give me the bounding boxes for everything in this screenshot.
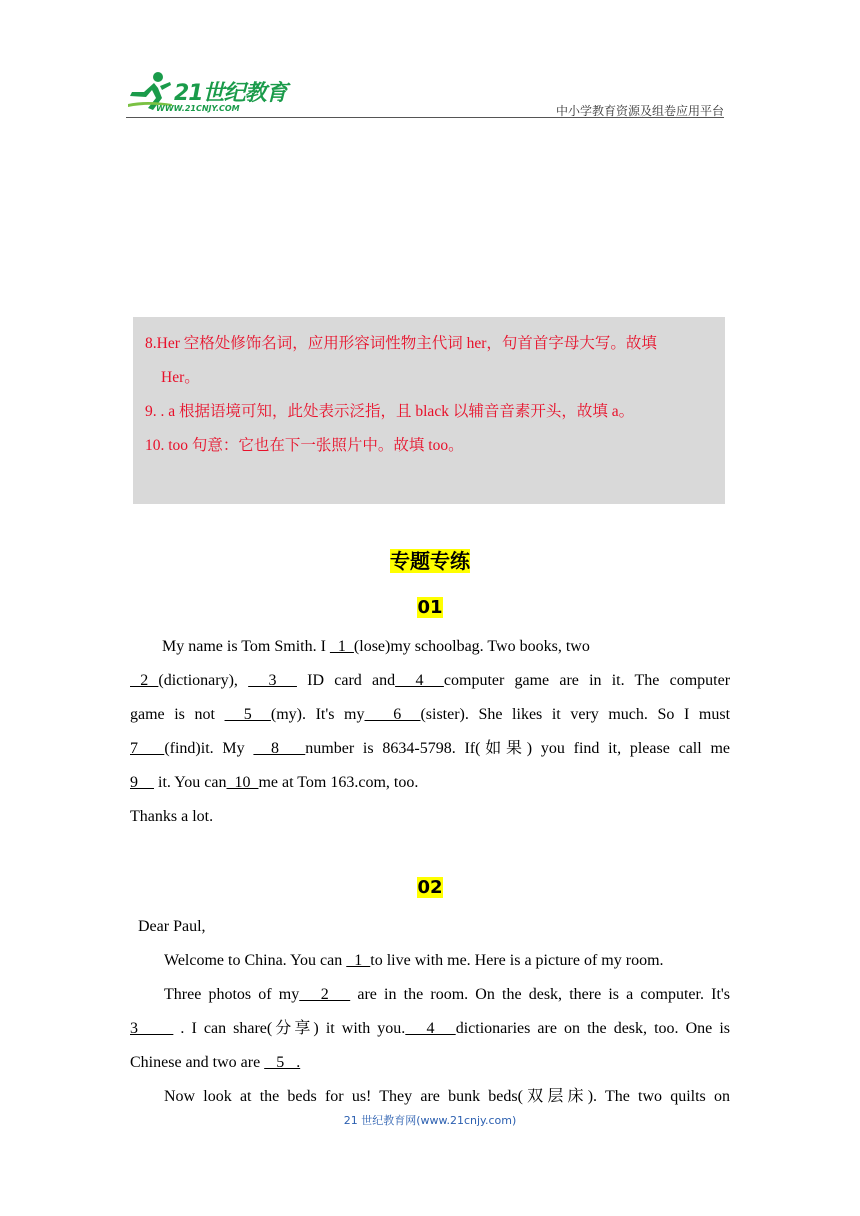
blank-8: 8 [253, 740, 306, 757]
blank-4: 4 [395, 672, 444, 689]
p2-blank-1: 1 [346, 952, 371, 969]
passage-2-line-1: Welcome to China. You can 1 to live with me. Here is a picture of my room. [164, 952, 664, 969]
blank-7: 7 [130, 740, 165, 757]
p2-blank-5: 5 . [264, 1054, 301, 1071]
passage-2-line-4: Chinese and two are 5 . [130, 1054, 301, 1071]
passage-2 [130, 910, 730, 1114]
header-divider [126, 117, 724, 118]
blank-6: 6 [364, 706, 421, 723]
blank-1: 1 [329, 638, 354, 655]
logo-text: 21世纪教育 [174, 81, 287, 106]
answer-9: 9. . a 根据语境可知，此处表示泛指，且 black 以辅音音素开头，故填 a。 [145, 403, 635, 420]
answer-8-line1: 8.Her 空格处修饰名词，应用形容词性物主代词 her，句首首字母大写。故填 [145, 335, 657, 352]
passage-2-line-5: Now look at the beds for us! They are bunk beds(双层床). The two quilts on [164, 1088, 730, 1105]
blank-5: 5 [224, 706, 271, 723]
passage-1-line-4: 7 (find)it. My 8 number is 8634-5798. If(如果) you find it, please call me [130, 740, 731, 757]
answer-8-line2: Her。 [161, 369, 200, 386]
section-title-text: 专题专练 [390, 549, 470, 573]
exercise-number-02-text: 02 [417, 877, 443, 898]
passage-2-greeting: Dear Paul, [138, 918, 206, 935]
p2-blank-3: 3 [130, 1020, 174, 1037]
blank-9: 9 [130, 774, 154, 791]
passage-1-line-3: game is not 5 (my). It's my 6 (sister). She likes it very much. So I must [130, 706, 731, 723]
answer-10: 10. too 句意：它也在下一张照片中。故填 too。 [145, 437, 464, 454]
passage-2-line-3: 3 . I can share(分享) it with you. 4 dictionaries are on the desk, too. One is [130, 1020, 730, 1037]
blank-10: 10 [226, 774, 259, 791]
passage-2-line-2: Three photos of my 2 are in the room. On the desk, there is a computer. It's [164, 986, 731, 1003]
logo-url: WWW.21CNJY.COM [156, 104, 240, 113]
passage-1 [130, 630, 730, 834]
blank-3: 3 [248, 672, 297, 689]
page-header [126, 66, 724, 118]
logo [126, 70, 296, 116]
p2-blank-4: 4 [405, 1020, 456, 1037]
passage-1-line-1: My name is Tom Smith. I 1 (lose)my schoolbag. Two books, two [162, 638, 590, 655]
exercise-number-02 [0, 874, 860, 901]
section-title [0, 544, 860, 579]
exercise-number-01-text: 01 [417, 597, 443, 618]
passage-1-line-2: 2 (dictionary), 3 ID card and 4 computer game are in it. The computer [130, 672, 731, 689]
passage-1-line-6: Thanks a lot. [130, 808, 214, 825]
platform-name: 中小学教育资源及组卷应用平台 [555, 104, 724, 118]
blank-2: 2 [130, 672, 159, 689]
answer-explanation-box [133, 317, 725, 504]
p2-blank-2: 2 [299, 986, 351, 1003]
page-footer: 21 世纪教育网(www.21cnjy.com) [343, 1114, 517, 1127]
passage-1-line-5: 9 it. You can 10 me at Tom 163.com, too. [130, 774, 419, 791]
exercise-number-01 [0, 594, 860, 621]
